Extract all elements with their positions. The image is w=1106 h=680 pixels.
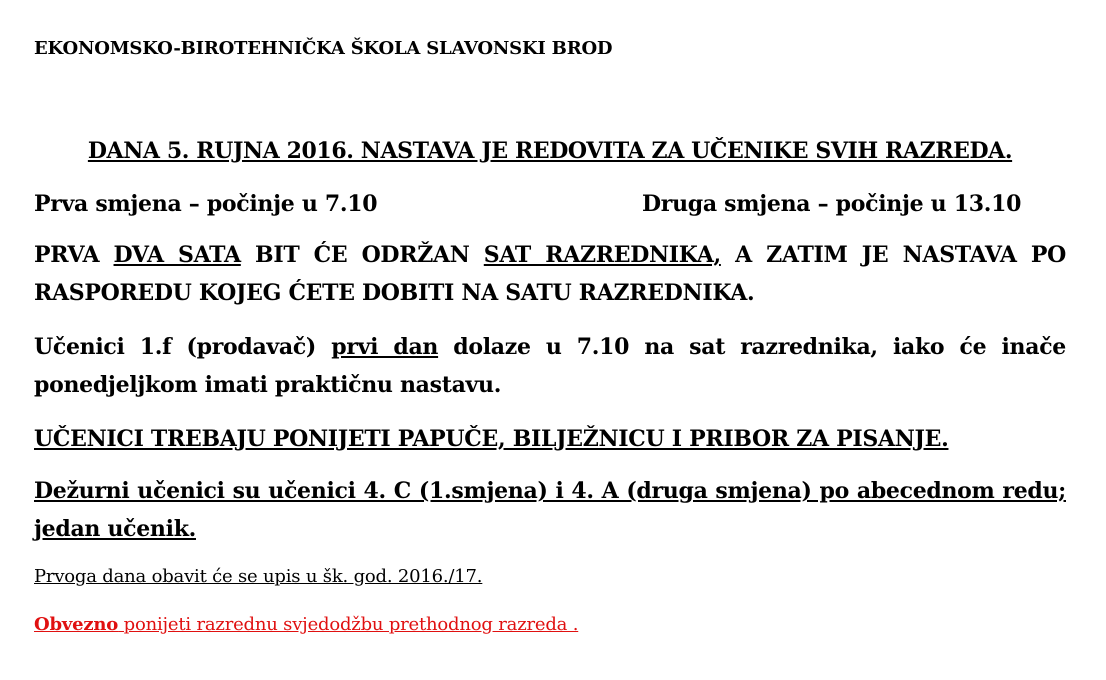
enrollment-note: Prvoga dana obavit će se upis u šk. god. 2016./17. <box>34 566 483 587</box>
school-name: EKONOMSKO-BIROTEHNIČKA ŠKOLA SLAVONSKI BROD <box>34 38 613 59</box>
homeroom-text-3: A ZATIM JE NASTAVA PO RASPOREDU KOJEG ĆETE DOBITI NA SATU RAZREDNIKA. <box>34 242 1067 306</box>
announcement-headline: DANA 5. RUJNA 2016. NASTAVA JE REDOVITA ZA UČENIKE SVIH RAZREDA. <box>87 138 1013 164</box>
mandatory-text: ponijeti razrednu svjedodžbu prethodnog razreda . <box>118 614 579 635</box>
supplies-paragraph: UČENICI TREBAJU PONIJETI PAPUČE, BILJEŽNICU I PRIBOR ZA PISANJE. <box>34 426 949 452</box>
homeroom-text-2: BIT ĆE ODRŽAN <box>240 242 484 268</box>
mandatory-emphasis: Obvezno <box>34 614 119 635</box>
class-1f-paragraph <box>34 328 1066 404</box>
second-shift-time: Druga smjena – počinje u 13.10 <box>642 191 1022 217</box>
class-1f-text-2: dolaze u 7.10 na sat razrednika, iako će inače ponedjeljkom imati praktičnu nastavu. <box>34 334 1066 398</box>
class-1f-text-1: Učenici 1.f (prodavač) <box>34 334 332 360</box>
two-hours-emphasis: DVA SATA <box>113 242 241 268</box>
mandatory-certificate-note <box>34 614 578 635</box>
duty-students-paragraph: Dežurni učenici su učenici 4. C (1.smjena) i 4. A (druga smjena) po abecednom redu; jedan učenik. <box>34 478 1066 542</box>
first-shift-time: Prva smjena – počinje u 7.10 <box>34 191 378 217</box>
homeroom-text-1: PRVA <box>34 242 114 268</box>
homeroom-paragraph <box>34 236 1066 312</box>
first-day-emphasis: prvi dan <box>331 334 439 360</box>
homeroom-class-emphasis: SAT RAZREDNIKA, <box>483 242 721 268</box>
